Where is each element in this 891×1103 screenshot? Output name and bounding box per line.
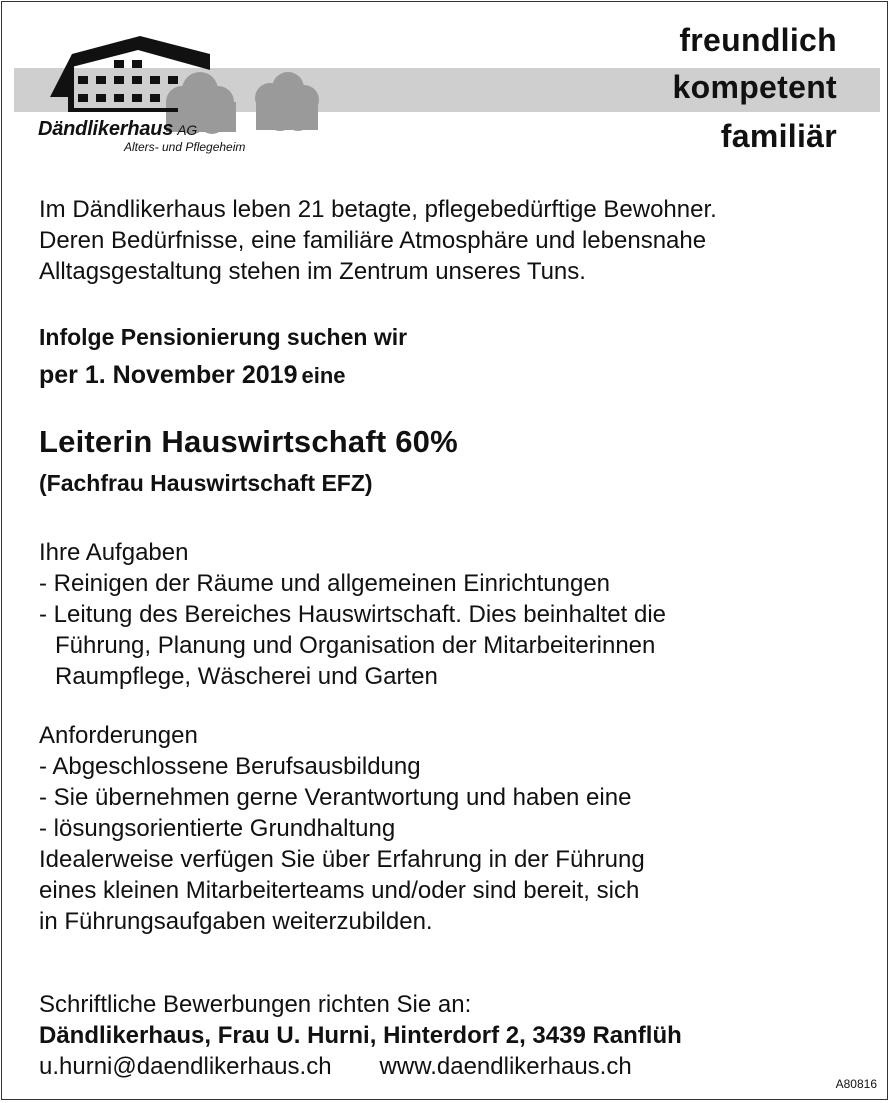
contact-intro: Schriftliche Bewerbungen richten Sie an: (39, 991, 472, 1018)
contact-section (39, 989, 682, 1082)
list-item-continuation: Führung, Planung und Organisation der Mitarbeiterinnen (55, 632, 656, 659)
tasks-section (39, 537, 666, 692)
search-line-2: per 1. November 2019 eine (39, 361, 346, 389)
ad-frame (1, 1, 888, 1100)
logo-subtitle: Alters- und Pflegeheim (124, 140, 246, 154)
list-item: - Sie übernehmen gerne Verantwortung und haben eine (39, 784, 632, 811)
tasks-heading: Ihre Aufgaben (39, 539, 189, 566)
slogan-1: freundlich (679, 22, 837, 58)
intro-paragraph: Im Dändlikerhaus leben 21 betagte, pflegebedürftige Bewohner. Deren Bedürfnisse, eine familiäre Atmosphäre und lebensnahe Alltagsgestaltung stehen im Zentrum unseres Tuns. (39, 196, 717, 285)
slogan-2: kompetent (672, 69, 837, 105)
contact-links (39, 1051, 682, 1082)
website-link[interactable]: www.daendlikerhaus.ch (379, 1053, 632, 1080)
list-item: - lösungsorientierte Grundhaltung (39, 815, 396, 842)
list-item: - Reinigen der Räume und allgemeinen Einrichtungen (39, 570, 611, 597)
requirements-section (39, 720, 645, 937)
list-item-continuation: Raumpflege, Wäscherei und Garten (55, 663, 438, 690)
list-item: - Abgeschlossene Berufsausbildung (39, 753, 421, 780)
search-line-1: Infolge Pensionierung suchen wir (39, 324, 408, 350)
job-subtitle: (Fachfrau Hauswirtschaft EFZ) (39, 470, 373, 496)
requirements-heading: Anforderungen (39, 722, 198, 749)
slogan-3: familiär (720, 118, 837, 154)
job-title: Leiterin Hauswirtschaft 60% (39, 424, 458, 459)
logo-name: Dändlikerhaus AG (38, 118, 198, 140)
contact-address: Dändlikerhaus, Frau U. Hurni, Hinterdorf 2, 3439 Ranflüh (39, 1022, 682, 1049)
reference-code: A80816 (835, 1077, 877, 1091)
requirements-text: eines kleinen Mitarbeiterteams und/oder sind bereit, sich (39, 877, 640, 904)
list-item: - Leitung des Bereiches Hauswirtschaft. Dies beinhaltet die (39, 601, 666, 628)
email-link[interactable]: u.hurni@daendlikerhaus.ch (39, 1053, 332, 1080)
requirements-text: in Führungsaufgaben weiterzubilden. (39, 908, 433, 935)
requirements-text: Idealerweise verfügen Sie über Erfahrung in der Führung (39, 846, 645, 873)
